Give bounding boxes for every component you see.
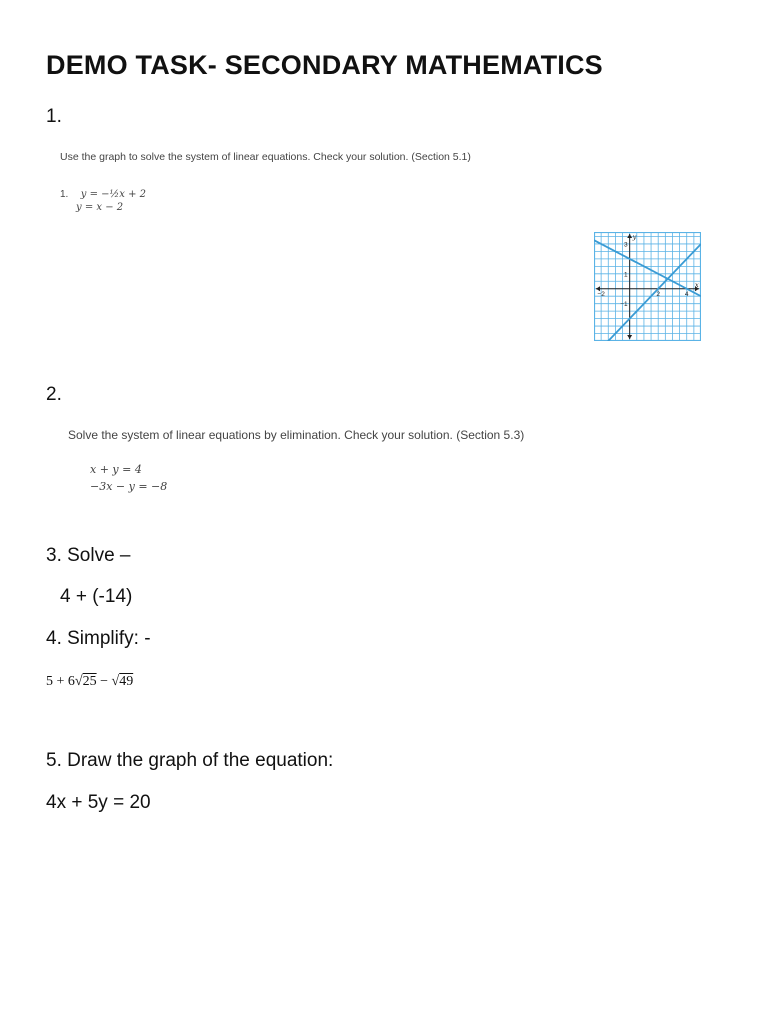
question-1-number: 1. [46,106,62,127]
x-tick-label: 2 [656,291,661,299]
question-2-equation-2: −3x − y = −8 [90,480,168,493]
question-3-expression: 4 + (-14) [60,586,133,607]
y-axis-label: y [632,233,637,241]
question-4-expression [46,674,133,690]
question-2-instruction: Solve the system of linear equations by elimination. Check your solution. (Section 5.3) [68,428,525,442]
question-4-minus: − [96,674,112,689]
x-tick-label: 4 [684,291,689,299]
y-axis-arrow-up [627,234,632,238]
question-1-equations [60,184,146,202]
question-1-equation-1: y = −½x + 2 [80,189,146,200]
question-1-equation-2: y = x − 2 [76,202,124,213]
radical-icon: √ [74,674,83,689]
radical-icon: √ [111,674,120,689]
y-tick-label: 1 [624,271,628,279]
question-5-equation: 4x + 5y = 20 [46,792,151,813]
graph-line-1 [594,240,701,299]
y-axis-arrow-down [627,335,632,339]
question-4-radicand-2: 49 [119,674,134,689]
x-axis-label: x [695,281,699,290]
question-3-label: 3. Solve – [46,545,131,566]
question-4-prefix: 5 + 6 [46,674,75,689]
question-2-equation-1: x + y = 4 [90,463,142,476]
question-1-graph [594,232,701,341]
question-5-label: 5. Draw the graph of the equation: [46,750,334,771]
x-tick-label: −2 [597,291,605,299]
question-4-radicand-1: 25 [82,674,97,689]
page-title: DEMO TASK- SECONDARY MATHEMATICS [46,50,603,80]
question-2-number: 2. [46,384,62,405]
y-tick-label: −1 [620,301,628,309]
question-1-instruction: Use the graph to solve the system of linear equations. Check your solution. (Section 5.1) [60,151,471,163]
y-tick-label: 3 [624,241,628,249]
question-1-item-number: 1. [60,189,69,200]
question-4-label: 4. Simplify: - [46,628,151,649]
